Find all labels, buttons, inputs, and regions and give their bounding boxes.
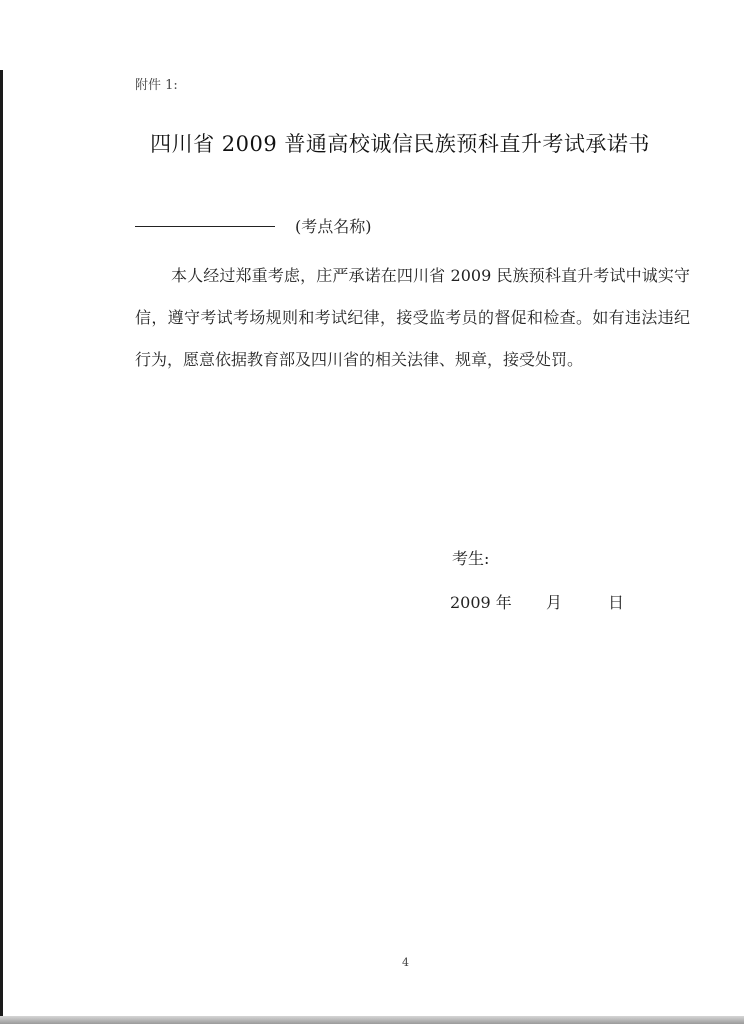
examinee-signature-label: 考生: — [452, 549, 490, 568]
date-year: 2009 年 — [450, 593, 512, 612]
exam-site-label: (考点名称) — [295, 217, 372, 236]
page-title: 四川省 2009 普通高校诚信民族预科直升考试承诺书 — [150, 132, 650, 156]
page-number: 4 — [402, 956, 409, 969]
exam-site-row — [135, 214, 372, 240]
pledge-paragraph: 本人经过郑重考虑，庄严承诺在四川省 2009 民族预科直升考试中诚实守信，遵守考试考场规则和考试纪律，接受监考员的督促和检查。如有违法违纪行为，愿意依据教育部及四川省的相关法律、规章，接受处罚。 — [135, 266, 690, 369]
date-row — [450, 590, 625, 613]
attachment-label: 附件 1: — [135, 78, 178, 93]
date-month: 月 — [546, 593, 563, 612]
scan-edge-left — [0, 70, 3, 1024]
exam-site-blank-line — [135, 225, 275, 227]
date-day: 日 — [608, 593, 625, 612]
scan-edge-bottom — [0, 1016, 744, 1024]
